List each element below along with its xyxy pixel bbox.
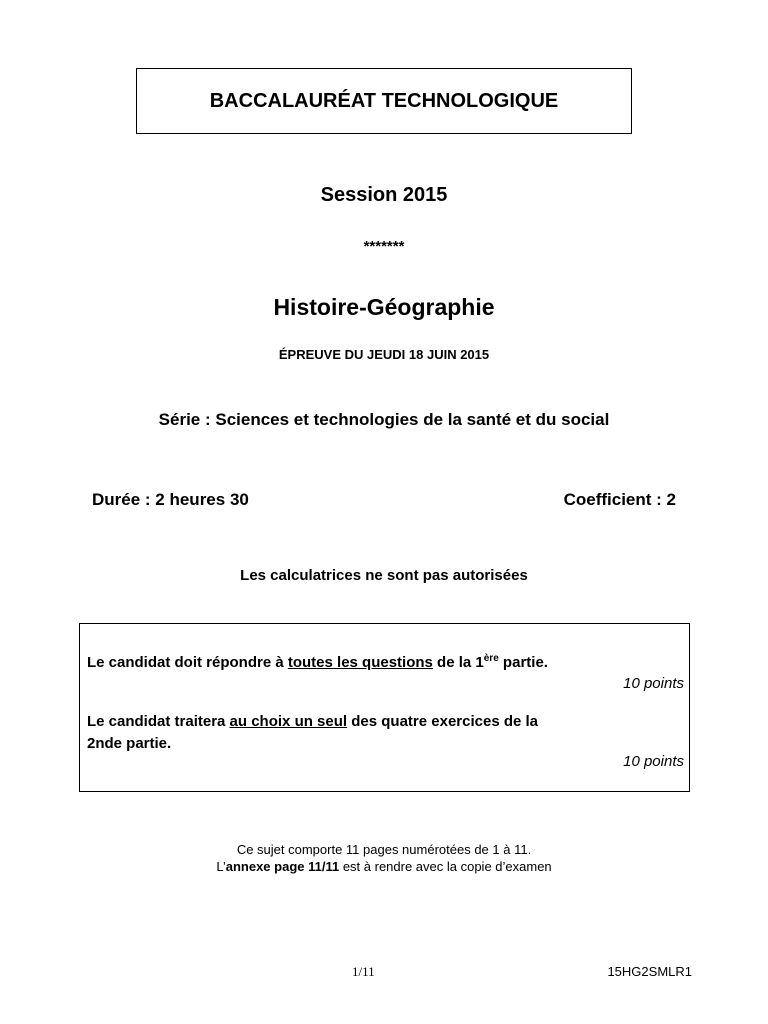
ordinal-superscript: ère [483, 653, 499, 664]
points-part2: 10 points [623, 753, 684, 770]
instruction-text: de la 1 [432, 654, 484, 671]
session-label: Session 2015 [320, 184, 448, 206]
instruction-emphasis: au choix un seul [229, 713, 348, 730]
instruction-emphasis: toutes les questions [287, 654, 433, 671]
exam-date: ÉPREUVE DU JEUDI 18 JUIN 2015 [278, 347, 490, 362]
coefficient-label: Coefficient : 2 [563, 490, 676, 509]
instruction-text: des quatre exercices de la [347, 713, 539, 730]
instruction-part1 [87, 654, 548, 671]
subject-title: Histoire-Géographie [273, 294, 495, 320]
annex-reference: annexe page 11/11 [225, 859, 340, 874]
separator: ******* [363, 238, 405, 255]
exam-title-box [136, 68, 632, 134]
points-part1: 10 points [623, 675, 684, 692]
instruction-part2-cont: 2nde partie. [87, 735, 172, 752]
page-number: 1/11 [352, 964, 375, 979]
document-code: 15HG2SMLR1 [607, 964, 692, 979]
instruction-text: Le candidat traitera [87, 713, 230, 730]
annex-prefix: L’ [216, 859, 226, 874]
calculator-notice: Les calculatrices ne sont pas autorisées [240, 567, 528, 584]
instructions-box [79, 623, 690, 792]
exam-title: BACCALAURÉAT TECHNOLOGIQUE [209, 89, 559, 112]
instruction-text: partie. [498, 654, 548, 671]
serie-label: Série : Sciences et technologies de la santé et du social [158, 410, 610, 429]
annex-suffix: est à rendre avec la copie d’examen [339, 859, 552, 874]
instruction-part2 [87, 713, 538, 730]
instruction-text: Le candidat doit répondre à [87, 654, 288, 671]
duration-label: Durée : 2 heures 30 [92, 490, 249, 509]
page-count-note: Ce sujet comporte 11 pages numérotées de 1 à 11. [236, 842, 532, 857]
annex-note [0, 859, 768, 874]
